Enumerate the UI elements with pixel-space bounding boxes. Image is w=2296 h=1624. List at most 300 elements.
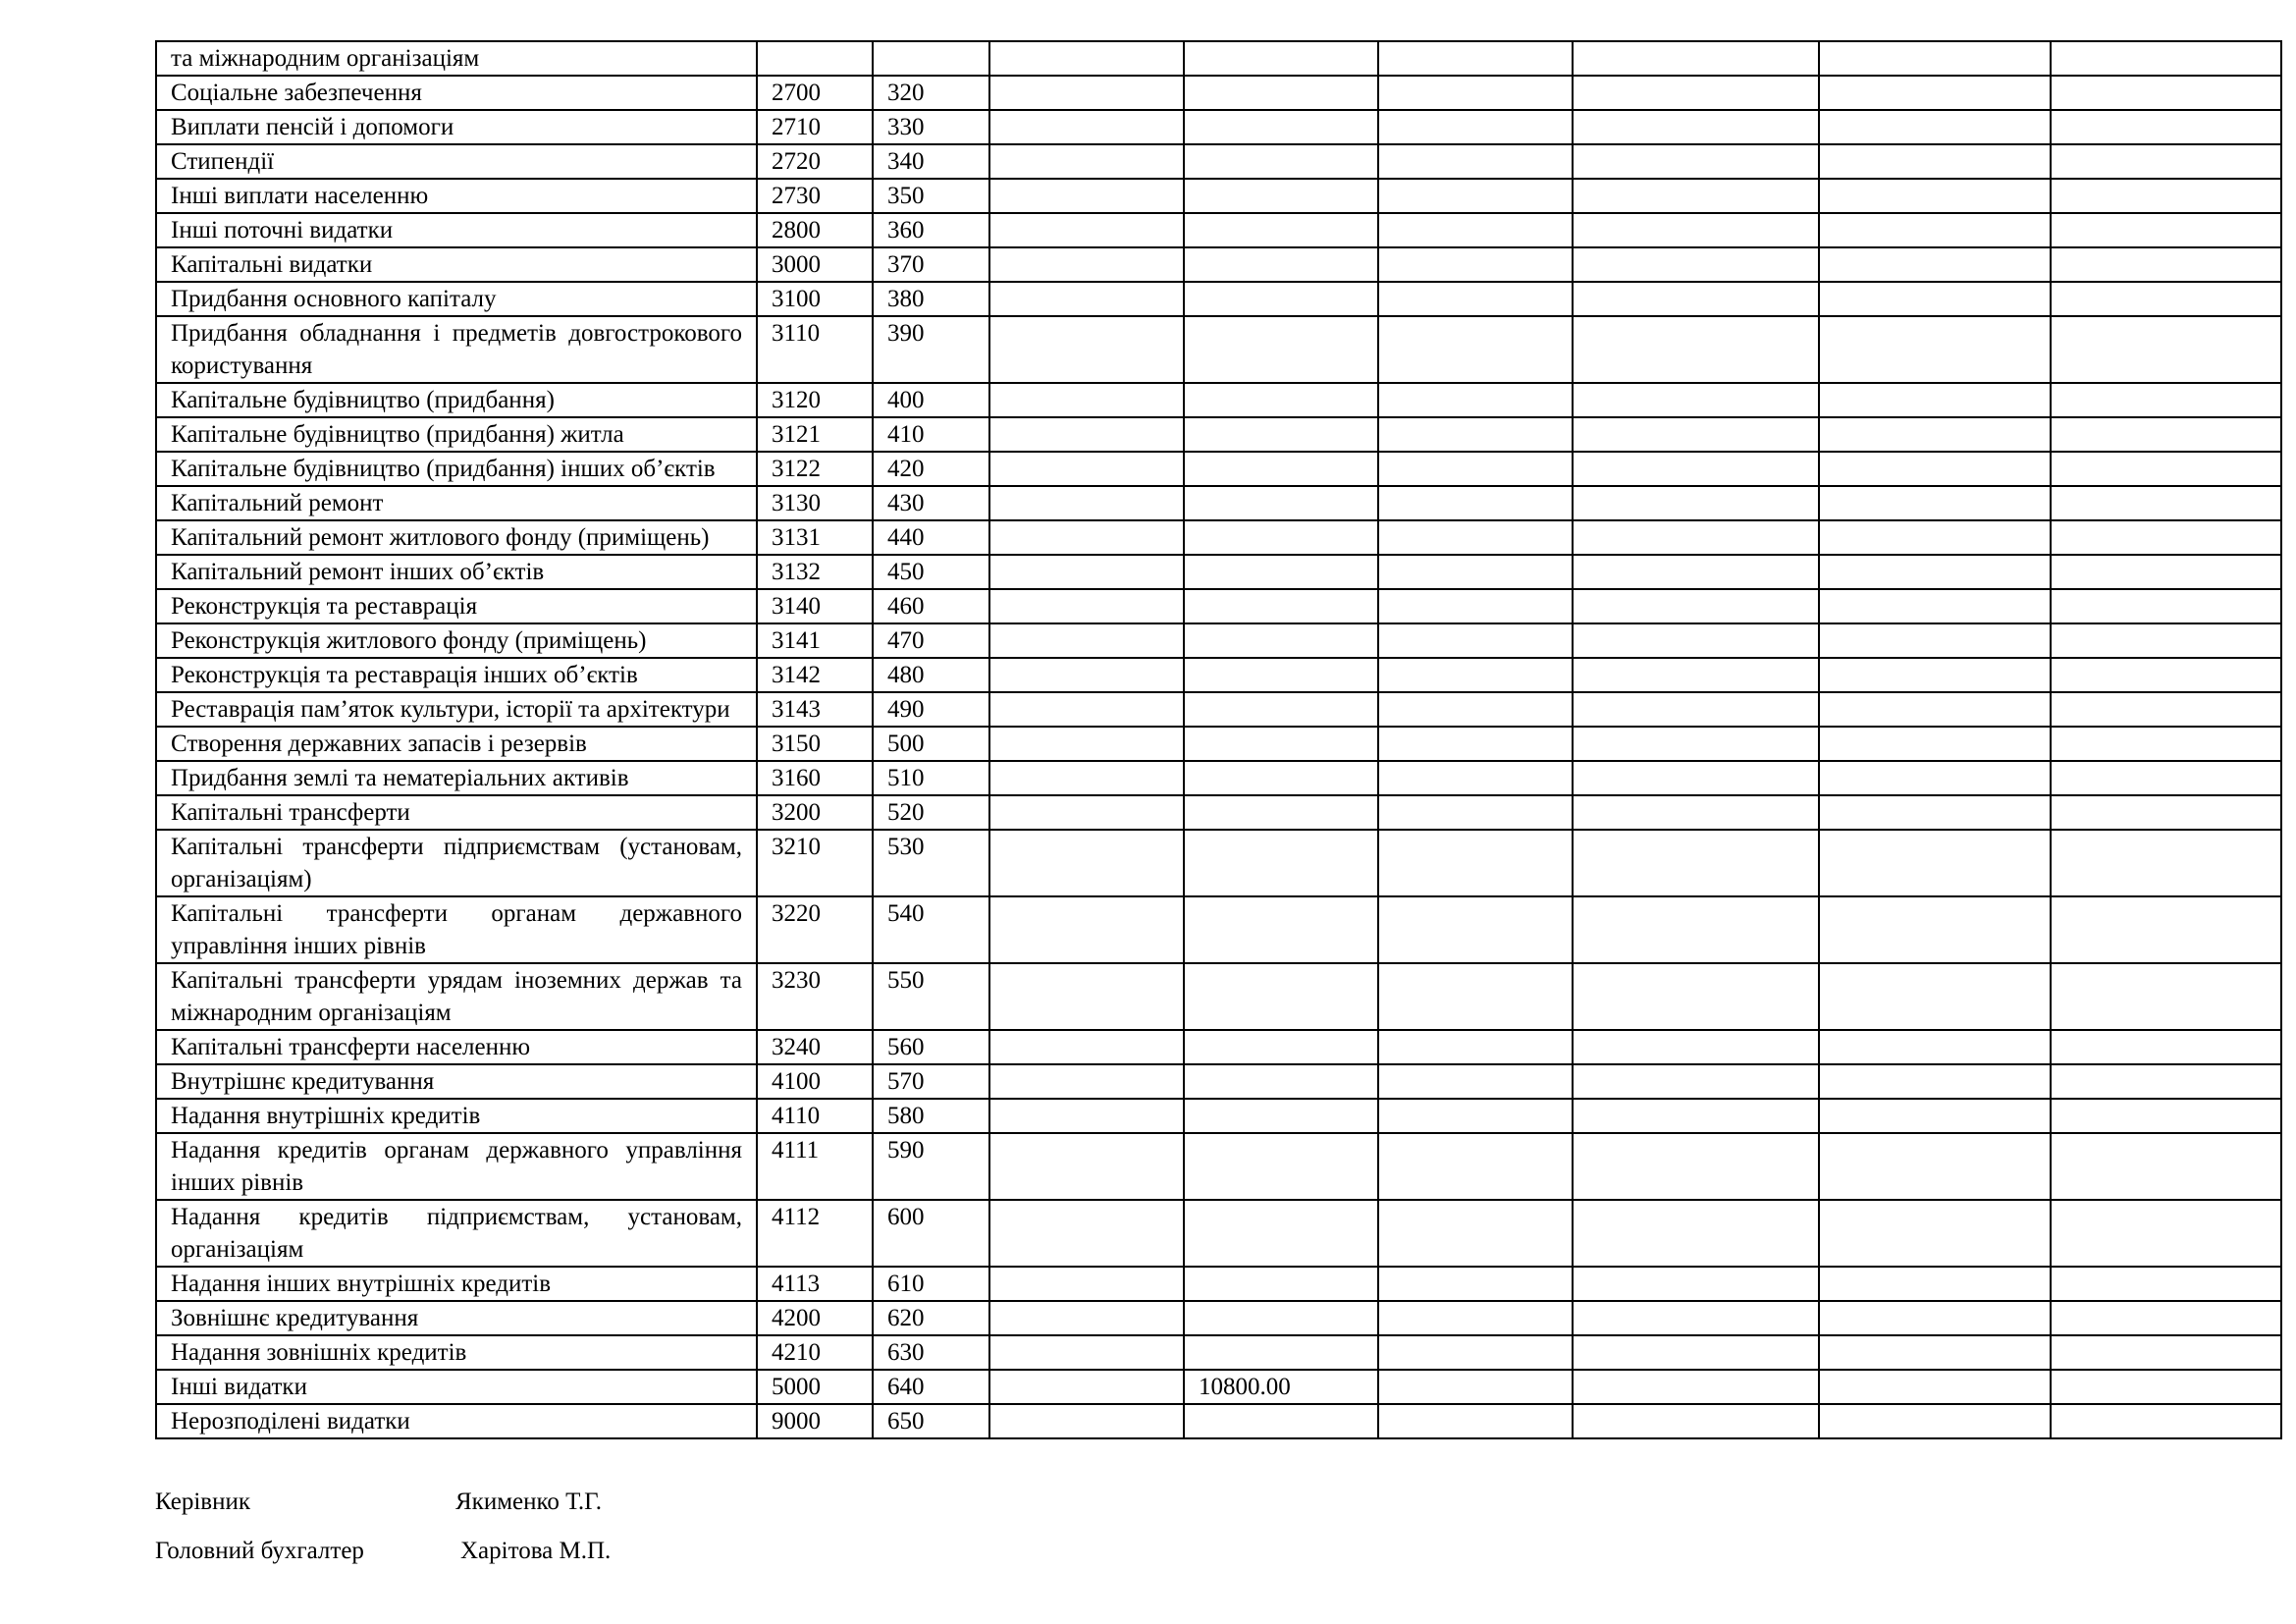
row-value-cell <box>1819 1335 2051 1370</box>
row-value-cell <box>1819 247 2051 282</box>
row-value-cell <box>989 76 1184 110</box>
row-code-cell: 4111 <box>757 1133 873 1200</box>
row-value-cell <box>989 555 1184 589</box>
table-row <box>156 1064 2281 1099</box>
table-row <box>156 179 2281 213</box>
table-row <box>156 316 2281 383</box>
row-value-cell <box>2051 213 2281 247</box>
row-line-cell: 580 <box>873 1099 989 1133</box>
row-value-cell <box>989 830 1184 896</box>
row-value-cell <box>989 452 1184 486</box>
row-value-cell <box>1819 144 2051 179</box>
row-line-cell: 430 <box>873 486 989 520</box>
row-name-cell: Капітальні трансферти <box>156 795 757 830</box>
head-title: Керівник <box>155 1489 250 1515</box>
row-value-cell <box>1573 1267 1819 1301</box>
row-value-cell <box>1378 110 1573 144</box>
table-row <box>156 555 2281 589</box>
table-row <box>156 282 2281 316</box>
row-value-cell <box>1378 452 1573 486</box>
row-value-cell <box>989 247 1184 282</box>
row-value-cell <box>1819 213 2051 247</box>
table-row <box>156 383 2281 417</box>
row-code-cell: 3131 <box>757 520 873 555</box>
report-sheet <box>155 40 2280 1439</box>
row-value-cell <box>1573 1301 1819 1335</box>
row-value-cell <box>1819 417 2051 452</box>
row-value-cell <box>2051 144 2281 179</box>
row-line-cell: 510 <box>873 761 989 795</box>
row-value-cell <box>2051 896 2281 963</box>
row-value-cell <box>1378 1370 1573 1404</box>
accountant-name: Харітова М.П. <box>460 1538 612 1564</box>
row-value-cell <box>1184 1335 1378 1370</box>
row-value-cell <box>1819 1064 2051 1099</box>
row-value-cell <box>1819 76 2051 110</box>
row-value-cell <box>1819 623 2051 658</box>
table-row <box>156 658 2281 692</box>
row-value-cell <box>989 213 1184 247</box>
row-value-cell <box>1378 555 1573 589</box>
row-value-cell <box>989 486 1184 520</box>
row-line-cell <box>873 41 989 76</box>
row-name-cell: Капітальні видатки <box>156 247 757 282</box>
row-value-cell <box>2051 486 2281 520</box>
row-value-cell <box>1378 41 1573 76</box>
accountant-signature-row <box>155 1527 611 1576</box>
row-code-cell <box>757 41 873 76</box>
row-value-cell <box>1573 417 1819 452</box>
table-row <box>156 1200 2281 1267</box>
row-value-cell <box>1378 1267 1573 1301</box>
row-value-cell <box>2051 692 2281 727</box>
row-code-cell: 3150 <box>757 727 873 761</box>
row-name-cell: Капітальний ремонт інших об’єктів <box>156 555 757 589</box>
row-value-cell <box>1184 1404 1378 1438</box>
row-code-cell: 4112 <box>757 1200 873 1267</box>
row-name-cell: Інші поточні видатки <box>156 213 757 247</box>
row-code-cell: 4113 <box>757 1267 873 1301</box>
row-name-cell: Придбання землі та нематеріальних активів <box>156 761 757 795</box>
row-code-cell: 3132 <box>757 555 873 589</box>
row-line-cell: 500 <box>873 727 989 761</box>
row-value-cell <box>1184 795 1378 830</box>
row-name-cell: Капітальне будівництво (придбання) <box>156 383 757 417</box>
row-name-cell: Реконструкція житлового фонду (приміщень) <box>156 623 757 658</box>
table-row <box>156 589 2281 623</box>
row-value-cell <box>2051 41 2281 76</box>
row-line-cell: 420 <box>873 452 989 486</box>
row-code-cell: 2720 <box>757 144 873 179</box>
row-name-cell: Стипендії <box>156 144 757 179</box>
row-code-cell: 3000 <box>757 247 873 282</box>
row-value-cell <box>989 658 1184 692</box>
row-name-cell: Капітальні трансферти урядам іноземних держав та міжнародним організаціям <box>156 963 757 1030</box>
row-value-cell <box>1378 282 1573 316</box>
row-value-cell <box>1184 1301 1378 1335</box>
row-line-cell: 440 <box>873 520 989 555</box>
row-line-cell: 550 <box>873 963 989 1030</box>
row-value-cell <box>1819 896 2051 963</box>
row-value-cell <box>1573 1030 1819 1064</box>
row-value-cell <box>1184 761 1378 795</box>
row-value-cell <box>2051 1370 2281 1404</box>
row-value-cell <box>2051 1064 2281 1099</box>
row-value-cell <box>2051 658 2281 692</box>
row-name-cell: Надання кредитів підприємствам, установам, організаціям <box>156 1200 757 1267</box>
table-row <box>156 1335 2281 1370</box>
row-value-cell <box>989 520 1184 555</box>
row-code-cell: 3230 <box>757 963 873 1030</box>
row-name-cell: та міжнародним організаціям <box>156 41 757 76</box>
row-line-cell: 590 <box>873 1133 989 1200</box>
row-value-cell <box>1184 1030 1378 1064</box>
row-value-cell <box>1819 589 2051 623</box>
row-value-cell <box>1819 830 2051 896</box>
row-value-cell <box>989 1267 1184 1301</box>
row-value-cell <box>2051 1200 2281 1267</box>
row-value-cell <box>1573 555 1819 589</box>
row-value-cell <box>1573 282 1819 316</box>
row-line-cell: 530 <box>873 830 989 896</box>
row-value-cell <box>1378 486 1573 520</box>
row-value-cell <box>989 179 1184 213</box>
row-value-cell <box>1184 963 1378 1030</box>
row-value-cell <box>1378 1133 1573 1200</box>
accountant-title: Головний бухгалтер <box>155 1538 364 1564</box>
table-row <box>156 1133 2281 1200</box>
row-value-cell <box>1573 110 1819 144</box>
row-value-cell <box>1819 110 2051 144</box>
row-value-cell <box>989 963 1184 1030</box>
row-value-cell <box>1573 144 1819 179</box>
row-value-cell <box>1819 41 2051 76</box>
table-row <box>156 1370 2281 1404</box>
row-value-cell <box>2051 282 2281 316</box>
row-value-cell <box>1573 1099 1819 1133</box>
row-value-cell <box>2051 383 2281 417</box>
row-value-cell <box>1573 383 1819 417</box>
row-value-cell <box>2051 110 2281 144</box>
row-name-cell: Придбання основного капіталу <box>156 282 757 316</box>
row-code-cell: 3110 <box>757 316 873 383</box>
row-value-cell <box>989 1099 1184 1133</box>
row-value-cell <box>989 795 1184 830</box>
row-value-cell <box>989 417 1184 452</box>
row-line-cell: 480 <box>873 658 989 692</box>
row-value-cell <box>2051 1404 2281 1438</box>
row-value-cell <box>989 41 1184 76</box>
row-code-cell: 2800 <box>757 213 873 247</box>
row-value-cell <box>1378 144 1573 179</box>
row-code-cell: 2730 <box>757 179 873 213</box>
row-value-cell <box>1573 830 1819 896</box>
row-value-cell <box>1378 213 1573 247</box>
row-value-cell <box>1819 1267 2051 1301</box>
row-name-cell: Нерозподілені видатки <box>156 1404 757 1438</box>
row-value-cell <box>989 623 1184 658</box>
row-value-cell <box>989 383 1184 417</box>
row-value-cell <box>1819 1370 2051 1404</box>
row-line-cell: 340 <box>873 144 989 179</box>
row-code-cell: 3240 <box>757 1030 873 1064</box>
row-value-cell <box>1378 589 1573 623</box>
row-value-cell <box>1378 896 1573 963</box>
row-value-cell <box>2051 179 2281 213</box>
row-code-cell: 4110 <box>757 1099 873 1133</box>
row-line-cell: 390 <box>873 316 989 383</box>
table-row <box>156 623 2281 658</box>
row-value-cell <box>1573 179 1819 213</box>
table-row <box>156 452 2281 486</box>
row-code-cell: 4200 <box>757 1301 873 1335</box>
row-line-cell: 490 <box>873 692 989 727</box>
row-code-cell: 3100 <box>757 282 873 316</box>
row-value-cell <box>1819 452 2051 486</box>
row-code-cell: 3220 <box>757 896 873 963</box>
row-value-cell <box>2051 795 2281 830</box>
row-value-cell <box>1819 1200 2051 1267</box>
row-value-cell <box>1378 963 1573 1030</box>
row-value-cell <box>1184 1064 1378 1099</box>
row-value-cell <box>989 896 1184 963</box>
row-line-cell: 600 <box>873 1200 989 1267</box>
row-value-cell <box>1378 383 1573 417</box>
row-name-cell: Виплати пенсій і допомоги <box>156 110 757 144</box>
table-row <box>156 1030 2281 1064</box>
row-value-cell <box>1573 316 1819 383</box>
row-name-cell: Реконструкція та реставрація <box>156 589 757 623</box>
row-value-cell <box>2051 76 2281 110</box>
row-value-cell <box>1184 247 1378 282</box>
row-value-cell <box>1819 383 2051 417</box>
table-row <box>156 41 2281 76</box>
table-row <box>156 213 2281 247</box>
row-line-cell: 370 <box>873 247 989 282</box>
row-value-cell <box>1184 1267 1378 1301</box>
row-value-cell <box>2051 830 2281 896</box>
row-name-cell: Капітальні трансферти підприємствам (установам, організаціям) <box>156 830 757 896</box>
table-row <box>156 417 2281 452</box>
row-value-cell <box>1819 179 2051 213</box>
row-name-cell: Капітальне будівництво (придбання) інших об’єктів <box>156 452 757 486</box>
row-value-cell <box>1819 520 2051 555</box>
table-row <box>156 520 2281 555</box>
row-line-cell: 460 <box>873 589 989 623</box>
row-code-cell: 2710 <box>757 110 873 144</box>
row-value-cell <box>1573 692 1819 727</box>
row-value-cell <box>1819 555 2051 589</box>
row-name-cell: Реконструкція та реставрація інших об’єктів <box>156 658 757 692</box>
row-value-cell <box>1573 623 1819 658</box>
row-value-cell <box>1184 144 1378 179</box>
row-value-cell <box>2051 452 2281 486</box>
row-name-cell: Соціальне забезпечення <box>156 76 757 110</box>
row-value-cell <box>1378 1301 1573 1335</box>
row-name-cell: Створення державних запасів і резервів <box>156 727 757 761</box>
row-line-cell: 400 <box>873 383 989 417</box>
row-line-cell: 650 <box>873 1404 989 1438</box>
row-code-cell: 3160 <box>757 761 873 795</box>
row-value-cell <box>1184 76 1378 110</box>
row-name-cell: Капітальний ремонт <box>156 486 757 520</box>
row-name-cell: Придбання обладнання і предметів довгострокового користування <box>156 316 757 383</box>
row-value-cell <box>1573 963 1819 1030</box>
row-value-cell <box>989 1335 1184 1370</box>
row-value-cell <box>1819 727 2051 761</box>
row-value-cell <box>2051 761 2281 795</box>
table-row <box>156 1099 2281 1133</box>
row-value-cell <box>2051 727 2281 761</box>
row-value-cell <box>1573 452 1819 486</box>
row-value-cell <box>2051 589 2281 623</box>
row-name-cell: Надання кредитів органам державного управління інших рівнів <box>156 1133 757 1200</box>
row-code-cell: 3143 <box>757 692 873 727</box>
row-value-cell <box>1573 1200 1819 1267</box>
row-value-cell <box>989 1200 1184 1267</box>
row-value-cell <box>1573 520 1819 555</box>
row-value-cell <box>1184 830 1378 896</box>
row-value-cell <box>1573 1064 1819 1099</box>
row-value-cell <box>1378 692 1573 727</box>
expenditure-table <box>155 40 2282 1439</box>
row-value-cell <box>1819 1030 2051 1064</box>
row-value-cell <box>1184 623 1378 658</box>
row-code-cell: 3141 <box>757 623 873 658</box>
row-code-cell: 3142 <box>757 658 873 692</box>
row-value-cell <box>989 692 1184 727</box>
row-value-cell <box>1184 282 1378 316</box>
row-line-cell: 360 <box>873 213 989 247</box>
row-value-cell <box>2051 555 2281 589</box>
row-value-cell <box>1184 179 1378 213</box>
row-name-cell: Надання внутрішніх кредитів <box>156 1099 757 1133</box>
row-value-cell <box>989 282 1184 316</box>
row-value-cell <box>989 110 1184 144</box>
row-value-cell <box>1184 213 1378 247</box>
row-line-cell: 610 <box>873 1267 989 1301</box>
row-line-cell: 520 <box>873 795 989 830</box>
row-value-cell <box>1184 41 1378 76</box>
table-row <box>156 486 2281 520</box>
row-value-cell <box>1184 692 1378 727</box>
row-value-cell <box>1184 417 1378 452</box>
table-row <box>156 761 2281 795</box>
row-value-cell <box>1819 963 2051 1030</box>
row-name-cell: Інші видатки <box>156 1370 757 1404</box>
row-value-cell <box>2051 1099 2281 1133</box>
row-value-cell <box>1573 1370 1819 1404</box>
head-signature-row <box>155 1478 611 1527</box>
row-value-cell: 10800.00 <box>1184 1370 1378 1404</box>
row-code-cell: 4100 <box>757 1064 873 1099</box>
row-name-cell: Надання зовнішніх кредитів <box>156 1335 757 1370</box>
row-line-cell: 620 <box>873 1301 989 1335</box>
row-code-cell: 3130 <box>757 486 873 520</box>
row-value-cell <box>1819 486 2051 520</box>
row-value-cell <box>1819 316 2051 383</box>
row-value-cell <box>1573 41 1819 76</box>
row-value-cell <box>1378 830 1573 896</box>
row-code-cell: 5000 <box>757 1370 873 1404</box>
row-name-cell: Капітальні трансферти органам державного управління інших рівнів <box>156 896 757 963</box>
row-line-cell: 640 <box>873 1370 989 1404</box>
row-value-cell <box>1184 1200 1378 1267</box>
row-value-cell <box>1573 1133 1819 1200</box>
table-row <box>156 795 2281 830</box>
row-line-cell: 570 <box>873 1064 989 1099</box>
row-line-cell: 410 <box>873 417 989 452</box>
row-value-cell <box>2051 623 2281 658</box>
row-value-cell <box>1184 486 1378 520</box>
row-value-cell <box>2051 417 2281 452</box>
row-value-cell <box>1378 179 1573 213</box>
row-value-cell <box>1819 761 2051 795</box>
row-value-cell <box>1184 110 1378 144</box>
row-value-cell <box>1378 1030 1573 1064</box>
row-value-cell <box>1819 658 2051 692</box>
row-value-cell <box>1184 520 1378 555</box>
table-row <box>156 1301 2281 1335</box>
row-value-cell <box>1378 1335 1573 1370</box>
row-value-cell <box>1184 383 1378 417</box>
table-row <box>156 1404 2281 1438</box>
row-code-cell: 3122 <box>757 452 873 486</box>
row-value-cell <box>1819 1133 2051 1200</box>
table-row <box>156 692 2281 727</box>
row-value-cell <box>1573 795 1819 830</box>
row-value-cell <box>1378 727 1573 761</box>
row-value-cell <box>2051 1335 2281 1370</box>
row-value-cell <box>1184 1133 1378 1200</box>
row-line-cell: 380 <box>873 282 989 316</box>
row-value-cell <box>1378 316 1573 383</box>
row-name-cell: Капітальне будівництво (придбання) житла <box>156 417 757 452</box>
row-name-cell: Інші виплати населенню <box>156 179 757 213</box>
row-value-cell <box>989 589 1184 623</box>
row-value-cell <box>989 727 1184 761</box>
row-line-cell: 450 <box>873 555 989 589</box>
row-value-cell <box>989 1370 1184 1404</box>
row-code-cell: 3120 <box>757 383 873 417</box>
row-value-cell <box>2051 1267 2281 1301</box>
table-row <box>156 110 2281 144</box>
head-name: Якименко Т.Г. <box>455 1489 603 1515</box>
row-value-cell <box>1573 76 1819 110</box>
row-value-cell <box>1573 761 1819 795</box>
row-value-cell <box>989 1030 1184 1064</box>
row-name-cell: Зовнішнє кредитування <box>156 1301 757 1335</box>
row-value-cell <box>1573 589 1819 623</box>
row-value-cell <box>1378 520 1573 555</box>
row-code-cell: 4210 <box>757 1335 873 1370</box>
table-row <box>156 1267 2281 1301</box>
row-value-cell <box>989 761 1184 795</box>
row-value-cell <box>1378 76 1573 110</box>
row-value-cell <box>2051 1133 2281 1200</box>
table-row <box>156 144 2281 179</box>
table-body <box>156 41 2281 1438</box>
row-line-cell: 470 <box>873 623 989 658</box>
row-code-cell: 3140 <box>757 589 873 623</box>
row-value-cell <box>1573 213 1819 247</box>
row-line-cell: 330 <box>873 110 989 144</box>
table-row <box>156 963 2281 1030</box>
row-value-cell <box>1184 727 1378 761</box>
row-value-cell <box>1184 452 1378 486</box>
row-value-cell <box>2051 316 2281 383</box>
row-value-cell <box>1184 316 1378 383</box>
